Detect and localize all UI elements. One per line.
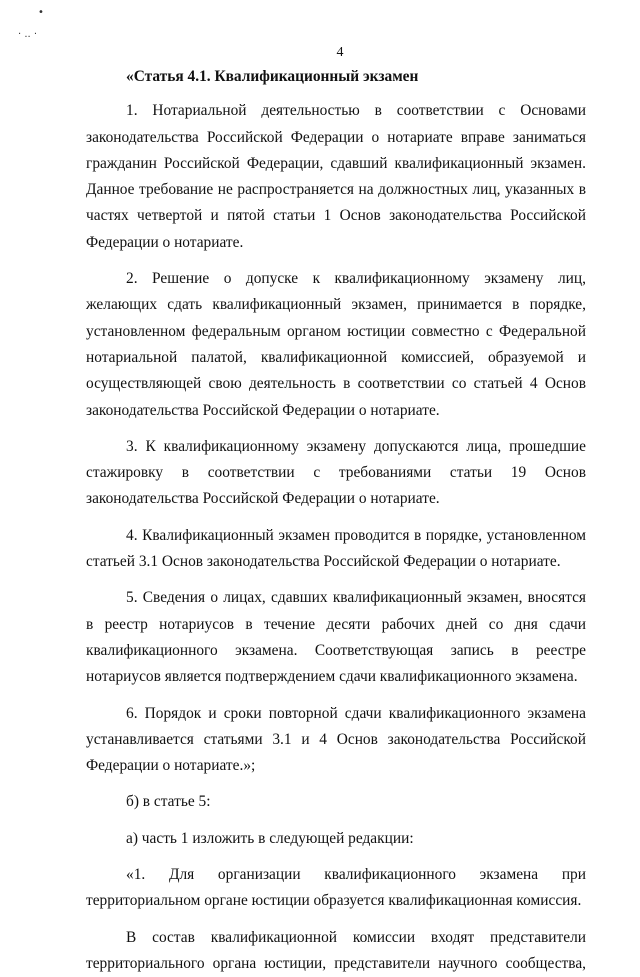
paragraph-1: 1. Нотариальной деятельностью в соответствии с Основами законодательства Российской Федерации о нотариате вправе заниматься гражданин Российской Федерации, сдавший квалификационный экзамен. Данное требование не распространяется на должностных лиц, указанных в частях четвертой и пятой статьи 1 Основ законодательства Российской Федерации о нотариате. (86, 102, 586, 251)
scan-mark: · .. · (18, 29, 38, 40)
paragraph-6: 6. Порядок и сроки повторной сдачи квалификационного экзамена устанавливается статьями 3.1 и 4 Основ законодательства Российской Федерации о нотариате.»; (86, 704, 586, 775)
scan-mark: • (38, 7, 44, 18)
paragraph-5: 5. Сведения о лицах, сдавших квалификационный экзамен, вносятся в реестр нотариусов в течение десяти рабочих дней со дня сдачи квалификационного экзамена. Соответствующая запись в реестре нотариусов является подтверждением сдачи квалификационного экзамена. (86, 589, 586, 686)
article-title: «Статья 4.1. Квалификационный экзамен (126, 68, 419, 85)
amendment-composition: В состав квалификационной комиссии входят представители территориального органа юстиции, представители научного сообщества, (86, 928, 586, 972)
amendment-part-1: «1. Для организации квалификационного экзамена при территориальном органе юстиции образуется квалификационная комиссия. (86, 866, 586, 910)
amendment-item-a: а) часть 1 изложить в следующей редакции: (126, 829, 414, 847)
paragraph-3: 3. К квалификационному экзамену допускаются лица, прошедшие стажировку в соответствии с требованиями статьи 19 Основ законодательства Российской Федерации о нотариате. (86, 437, 586, 508)
paragraph-4: 4. Квалификационный экзамен проводится в порядке, установленном статьей 3.1 Основ законодательства Российской Федерации о нотариате. (86, 526, 586, 571)
paragraph-2: 2. Решение о допуске к квалификационному экзамену лиц, желающих сдать квалификационный экзамен, принимается в порядке, установленном федеральным органом юстиции совместно с Федеральной нотариальной палатой, квалификационной комиссией, образуемой и осуществляющей свою деятельность в соответствии со статьей 4 Основ законодательства Российской Федерации о нотариате. (86, 270, 586, 419)
page-number: 4 (336, 45, 344, 60)
document-body (86, 64, 586, 977)
amendment-item-b: б) в статье 5: (126, 793, 211, 811)
